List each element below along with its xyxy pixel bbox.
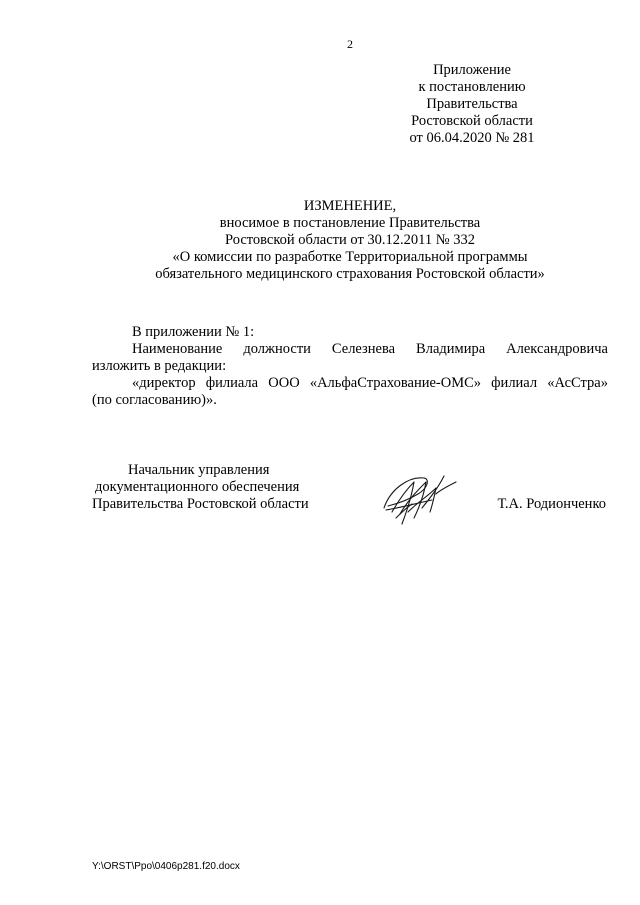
appendix-line: Приложение bbox=[433, 62, 511, 78]
body-paragraph: Наименование должности Селезнева Владимира Александровича bbox=[132, 341, 608, 357]
file-path: Y:\ORST\Ppo\0406p281.f20.docx bbox=[92, 861, 240, 872]
signer-position-line: Правительства Ростовской области bbox=[92, 496, 309, 512]
page-number: 2 bbox=[347, 37, 353, 51]
title-line: «О комиссии по разработке Территориальной программы bbox=[172, 249, 528, 265]
signer-position-line: Начальник управления bbox=[128, 462, 270, 478]
body-paragraph-continuation: изложить в редакции: bbox=[92, 358, 227, 374]
appendix-line: Ростовской области bbox=[411, 113, 533, 129]
appendix-line: от 06.04.2020 № 281 bbox=[409, 130, 535, 146]
body-paragraph: «директор филиала ООО «АльфаСтрахование-ОМС» филиал «АсСтра» bbox=[132, 375, 608, 391]
signer-name: Т.А. Родионченко bbox=[497, 496, 606, 512]
signer-position bbox=[92, 462, 332, 513]
title-line: обязательного медицинского страхования Ростовской области» bbox=[155, 266, 545, 282]
appendix-line: к постановлению bbox=[418, 79, 526, 95]
title-heading: ИЗМЕНЕНИЕ, bbox=[303, 198, 397, 214]
appendix-line: Правительства bbox=[426, 96, 518, 112]
document-title bbox=[60, 198, 640, 283]
handwritten-signature bbox=[378, 468, 460, 530]
title-line: вносимое в постановление Правительства bbox=[219, 215, 481, 231]
signer-position-line: документационного обеспечения bbox=[95, 479, 300, 495]
body-paragraph-continuation: (по согласованию)». bbox=[92, 392, 217, 408]
title-line: Ростовской области от 30.12.2011 № 332 bbox=[225, 232, 475, 248]
document-body bbox=[92, 324, 608, 409]
body-paragraph: В приложении № 1: bbox=[132, 324, 255, 340]
appendix-header bbox=[362, 62, 582, 147]
